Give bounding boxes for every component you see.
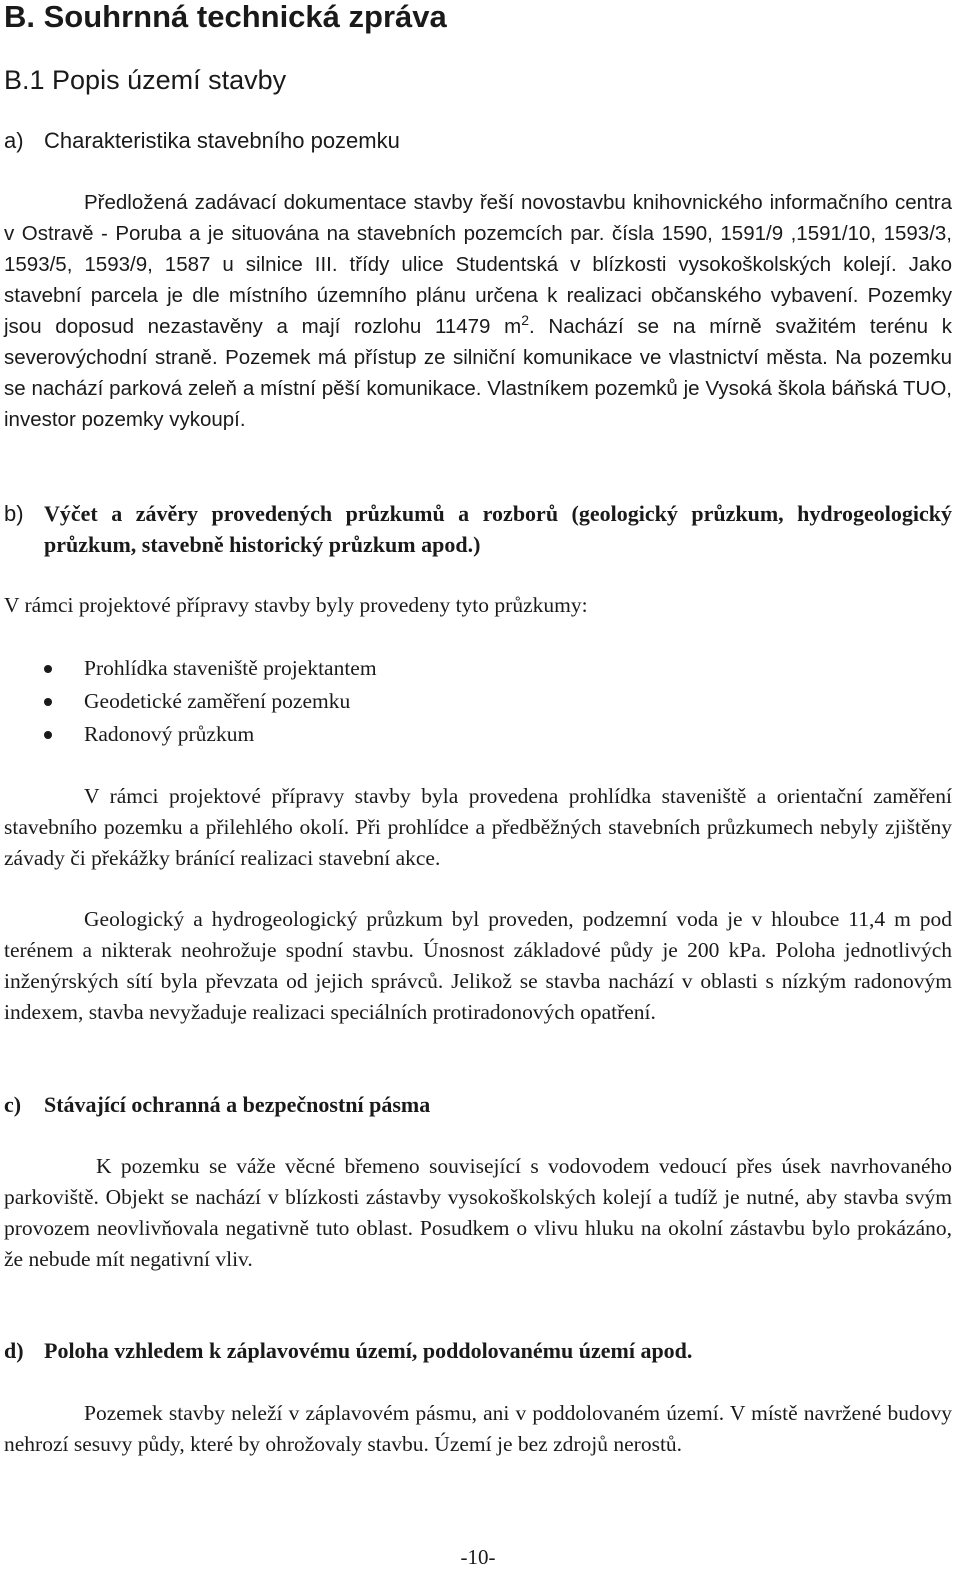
superscript: 2 — [521, 312, 530, 329]
section-d-paragraph: Pozemek stavby neleží v záplavovém pásmu, ani v poddolovaném území. V místě navržené budovy nehrozí sesuvy půdy, které by ohrožovaly stavbu. Území je bez zdrojů nerostů. — [4, 1401, 952, 1456]
section-b-heading-text: Výčet a závěry provedených průzkumů a rozborů (geologický průzkum, hydrogeologický průzkum, stavebně historický průzkum apod.) — [44, 501, 952, 557]
section-a-paragraph: Předložená zadávací dokumentace stavby řeší novostavbu knihovnického informačního centra v Ostravě - Poruba a je situována na stavebních pozemcích par. čísla 1590, 1591/9 ,1591/10, 1593/3, 1593/5, 1593/9, 1587 u silnice III. třídy ulice Studentská v blízkosti vysokoškolských kolejí. Jako stavební parcela je dle místního územního plánu určena k realizaci občanského vybavení. Pozemky jsou doposud nezastavěny a mají rozlohu 11479 $m^2$. Nachází se na mírně svažitém terénu k severovýchodní straně. Pozemek má přístup ze silniční komunikace ve vlastnictví města. Na pozemku se nachází parková zeleň a místní pěší komunikace. Vlastníkem pozemků je Vysoká škola báňská TUO, investor pozemky vykoupí. — [4, 191, 952, 431]
section-b-paragraph-2: Geologický a hydrogeologický průzkum byl proveden, podzemní voda je v hloubce 11,4 m pod terénem a nikterak neohrožuje spodní stavbu. Únosnost základové půdy je 200 kPa. Poloha jednotlivých inženýrských sítí byla převzata od jejich správců. Jelikož se stavba nachází v oblasti s nízkým radonovým indexem, stavba nevyžaduje realizaci speciálních protiradonových opatření. — [4, 907, 952, 1024]
section-b-paragraph-1: V rámci projektové přípravy stavby byla provedena prohlídka staveniště a orientační zaměření stavebního pozemku a přilehlého okolí. Při prohlídce a předběžných stavebních průzkumech nebyly zjištěny závady či překážky bránící realizaci stavební akce. — [4, 784, 952, 870]
section-a-letter: a) — [4, 128, 24, 153]
section-d-letter: d) — [4, 1338, 24, 1363]
section-b-intro: V rámci projektové přípravy stavby byly provedeny tyto průzkumy: — [4, 593, 588, 617]
list-item: Prohlídka staveniště projektantem — [4, 652, 377, 685]
section-b-letter: b) — [4, 501, 24, 526]
section-a-heading — [4, 126, 952, 156]
bullet-icon — [44, 698, 52, 706]
section-c-paragraph: K pozemku se váže věcné břemeno související s vodovodem vedoucí přes úsek navrhovaného parkoviště. Objekt se nachází v blízkosti zástavby vysokoškolských kolejí a tudíž je nutné, aby stavba svým provozem neovlivňovala negativně tuto oblast. Posudkem o vlivu hluku na okolní zástavbu bylo prokázáno, že nebude mít negativní vliv. — [4, 1154, 952, 1271]
section-d-heading — [4, 1336, 952, 1366]
section-c-letter: c) — [4, 1092, 22, 1117]
list-item: Radonový průzkum — [4, 718, 377, 751]
bullet-icon — [44, 665, 52, 673]
section-title: B.1 Popis území stavby — [4, 65, 287, 95]
page-number: -10- — [460, 1545, 496, 1569]
bullet-icon — [44, 731, 52, 739]
section-c-heading-text: Stávající ochranná a bezpečnostní pásma — [44, 1092, 431, 1117]
document-title: B. Souhrnná technická zpráva — [4, 0, 447, 34]
section-b-heading — [4, 498, 952, 560]
section-c-heading — [4, 1090, 952, 1120]
list-item: Geodetické zaměření pozemku — [4, 685, 377, 718]
section-a-heading-text: Charakteristika stavebního pozemku — [44, 128, 400, 153]
section-d-heading-text: Poloha vzhledem k záplavovému území, poddolovanému území apod. — [44, 1338, 693, 1363]
survey-list — [4, 652, 377, 751]
